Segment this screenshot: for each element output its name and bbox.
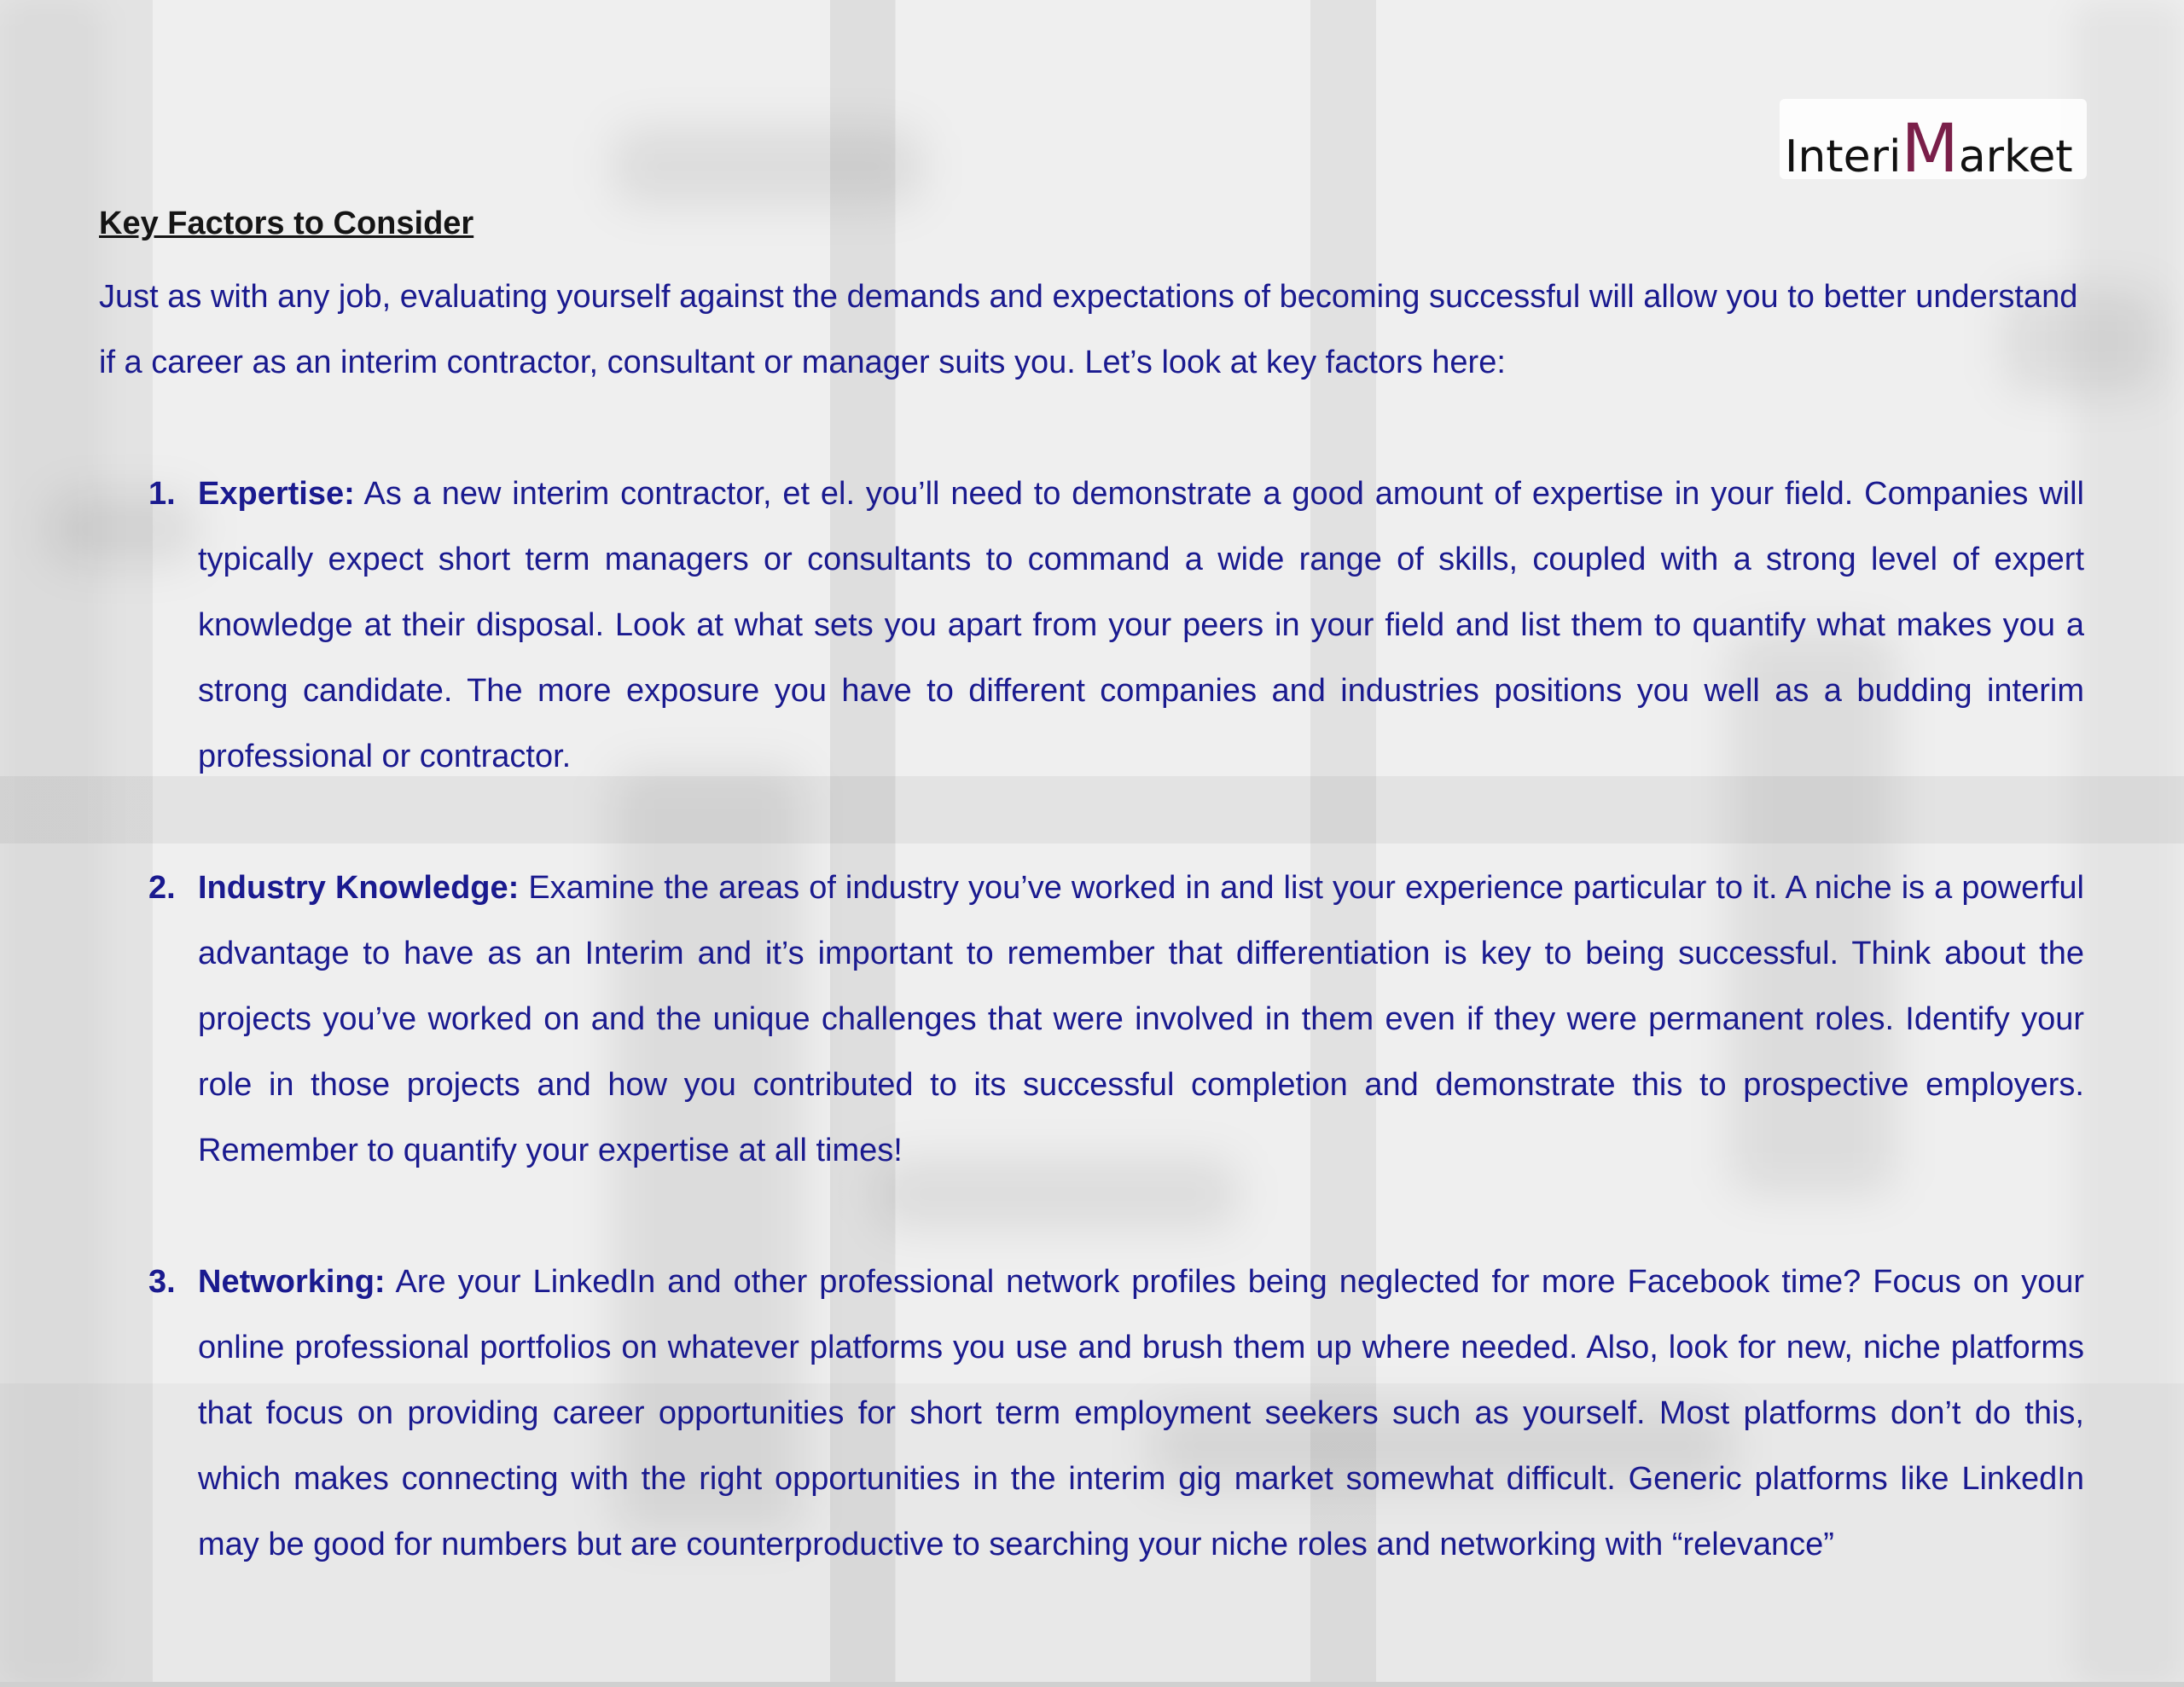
page-bottom-rule <box>0 1682 2184 1687</box>
list-item-body: Examine the areas of industry you’ve worked in and list your experience particular to it. A niche is a powerful advantage to have as an Interim and it’s important to remember that differentiation is key to being successful. Think about the projects you’ve worked on and the unique challenges that were involved in them even if they were permanent roles. Identify your role in those projects and how you contributed to its successful completion and demonstrate this to prospective employers. Remember to quantify your expertise at all times! <box>198 869 2084 1168</box>
list-item-title: Networking: <box>198 1263 386 1300</box>
background-blur <box>0 0 102 1687</box>
list-item-expertise <box>99 461 2084 790</box>
list-item-networking <box>99 1249 2084 1578</box>
logo-text-arket: arket <box>1958 131 2073 183</box>
interimarket-logo <box>1780 99 2087 188</box>
logo-text-interi: Interi <box>1785 131 1902 183</box>
background-blur <box>614 128 921 205</box>
list-item-body: As a new interim contractor, et el. you’ll need to demonstrate a good amount of expertise in your field. Companies will typically expect short term managers or consultants to command a wide range of skills, coupled with a strong level of expert knowledge at their disposal. Look at what sets you apart from your peers in your field and list them to quantify what makes you a strong candidate. The more exposure you have to different companies and industries positions you well as a budding interim professional or contractor. <box>198 475 2084 774</box>
list-item-number: 3. <box>148 1263 176 1300</box>
list-item-industry-knowledge <box>99 855 2084 1184</box>
list-item-title: Expertise: <box>198 475 355 512</box>
page-heading: Key Factors to Consider <box>99 206 474 241</box>
logo-text-m: M <box>1901 110 1959 188</box>
list-item-text <box>198 1249 2084 1578</box>
document-content <box>99 205 2084 1578</box>
list-item-title: Industry Knowledge: <box>198 869 520 906</box>
intro-paragraph: Just as with any job, evaluating yourself against the demands and expectations of becoming successful will allow you to better understand if a career as an interim contractor, consultant or manager suits you. Let’s look at key factors here: <box>99 278 2078 380</box>
key-factors-list <box>99 461 2084 1578</box>
list-item-body: Are your LinkedIn and other professional network profiles being neglected for more Facebook time? Focus on your online professional portfolios on whatever platforms you use and brush them up where needed. Also, look for new, niche platforms that focus on providing career opportunities for short term employment seekers such as yourself. Most platforms don’t do this, which makes connecting with the right opportunities in the interim gig market somewhat difficult. Generic platforms like LinkedIn may be good for numbers but are counterproductive to searching your niche roles and networking with “relevance” <box>198 1263 2084 1562</box>
list-item-text <box>198 461 2084 790</box>
background-blur <box>2073 0 2184 1687</box>
list-item-number: 2. <box>148 869 176 906</box>
list-item-number: 1. <box>148 475 176 512</box>
list-item-text <box>198 855 2084 1184</box>
